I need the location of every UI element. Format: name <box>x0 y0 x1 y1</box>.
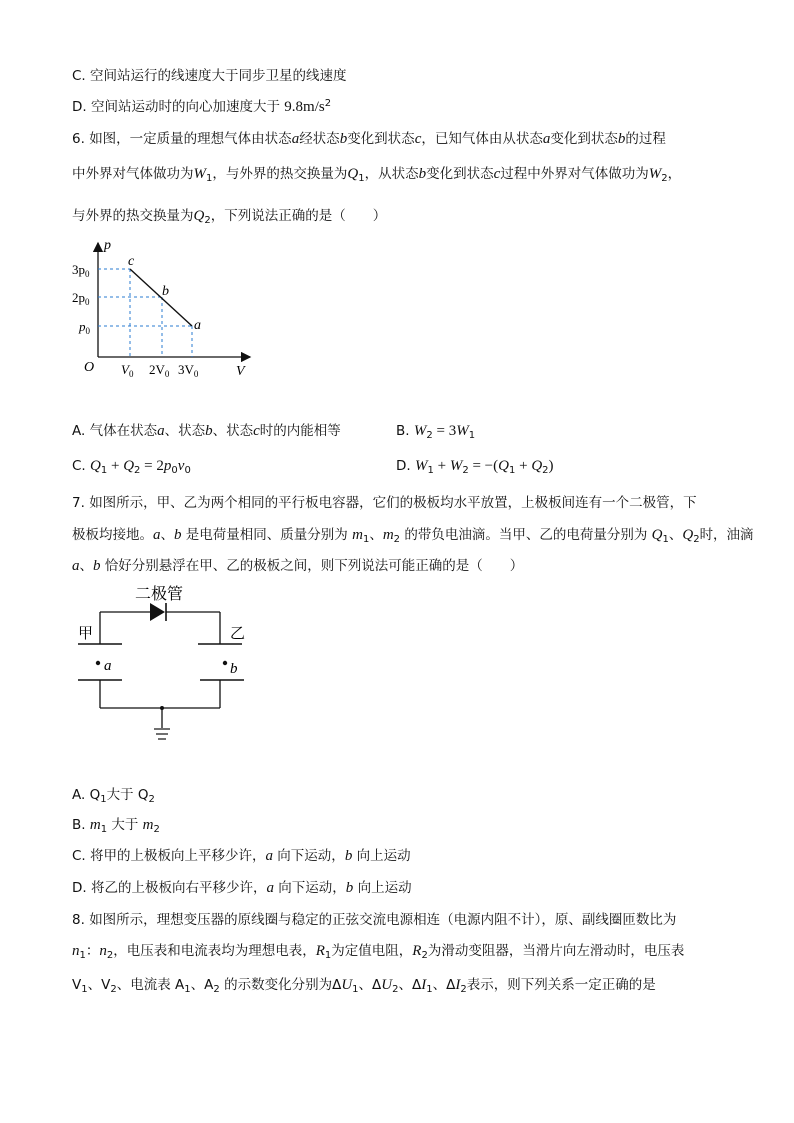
text-fragment: 2 <box>106 950 114 961</box>
q7-option-c <box>72 846 411 866</box>
text-fragment: B. <box>396 423 414 439</box>
text-fragment: c <box>253 423 260 439</box>
text-fragment: 向下运动， <box>273 848 345 864</box>
droplet-a-label: a <box>104 658 112 674</box>
text-fragment: v <box>177 458 185 474</box>
left-capacitor-label: 甲 <box>78 624 94 642</box>
text-fragment: C. 空间站运行的线速度大于同步卫星的线速度 <box>72 68 347 84</box>
capacitor-circuit <box>70 580 270 750</box>
text-fragment: 、 <box>369 527 383 543</box>
text-fragment: 1 <box>324 950 332 961</box>
text-fragment: b <box>339 131 348 147</box>
q8-stem-line-1 <box>72 910 676 930</box>
point-b-label: b <box>162 284 169 299</box>
text-fragment: 2 <box>392 984 399 995</box>
q6-stem-line-1 <box>72 129 666 149</box>
text-fragment: 为定值电阻， <box>331 943 413 959</box>
text-fragment: a <box>157 423 165 439</box>
text-fragment: 1 <box>508 465 516 476</box>
q8-stem-line-3 <box>72 975 656 995</box>
q6-option-a <box>72 421 341 441</box>
q5-option-d <box>72 97 331 117</box>
text-fragment: 1 <box>100 824 108 835</box>
y-tick-2p0: $2p_0$ <box>72 290 90 307</box>
y-axis-label: p <box>104 238 111 253</box>
text-fragment: 、A <box>190 977 214 993</box>
text-fragment: a <box>266 880 274 896</box>
text-fragment: W <box>449 458 463 474</box>
text-fragment: D. <box>396 458 415 474</box>
text-fragment: 1 <box>427 465 434 476</box>
q6-option-b <box>396 421 475 441</box>
text-fragment: c <box>493 166 501 182</box>
text-fragment: 与外界的热交换量为 <box>72 208 194 224</box>
text-fragment: Q <box>531 458 543 474</box>
text-fragment: C. 将甲的上极板向上平移少许， <box>72 848 266 864</box>
text-fragment: 、状态 <box>212 423 254 439</box>
diode-label: 二极管 <box>135 584 184 603</box>
text-fragment: a <box>265 848 274 864</box>
text-fragment: 、Δ <box>398 977 422 993</box>
text-fragment: b <box>344 848 353 864</box>
text-fragment: 变化到状态 <box>426 166 494 182</box>
text-fragment: Q <box>193 208 205 224</box>
text-fragment: 6. <box>72 131 85 147</box>
text-fragment: 时，油滴 <box>699 527 754 543</box>
text-fragment: W <box>648 166 662 182</box>
text-fragment: Q <box>90 458 101 474</box>
text-fragment: 2 <box>324 98 332 109</box>
q7-stem-line-1 <box>72 493 697 513</box>
text-fragment: 、状态 <box>164 423 206 439</box>
text-fragment: 、 <box>79 558 93 574</box>
y-tick-3p0: $3p_0$ <box>72 262 90 279</box>
text-fragment: 表示，则下列关系一定正确的是 <box>466 977 656 993</box>
text-fragment: = 2 <box>140 458 164 474</box>
text-fragment: 2 <box>460 984 467 995</box>
text-fragment: ) <box>548 458 554 474</box>
text-fragment: I <box>455 977 461 993</box>
text-fragment: I <box>421 977 427 993</box>
ground-icon <box>154 729 170 739</box>
text-fragment: m <box>89 817 101 833</box>
q6-stem-line-3 <box>72 206 386 226</box>
text-fragment: 向上运动 <box>353 880 412 896</box>
text-fragment: ，从状态 <box>364 166 419 182</box>
text-fragment: 时的内能相等 <box>259 423 341 439</box>
text-fragment: 1 <box>100 465 108 476</box>
text-fragment: + <box>515 458 532 474</box>
point-a-label: a <box>194 318 201 333</box>
text-fragment: W <box>414 458 428 474</box>
q7-stem-line-3 <box>72 556 523 576</box>
y-tick-p0: $p_0$ <box>79 319 90 336</box>
text-fragment: m <box>352 527 363 543</box>
text-fragment: ，与外界的热交换量为 <box>212 166 348 182</box>
x-tick-v0: $V_0$ <box>121 362 134 379</box>
text-fragment: 1 <box>206 173 213 184</box>
text-fragment: U <box>341 977 353 993</box>
text-fragment: 的带负电油滴。当甲、乙的电荷量分别为 <box>400 527 652 543</box>
origin-label: O <box>84 360 95 375</box>
text-fragment: b <box>418 166 427 182</box>
text-fragment: 大于 <box>107 817 143 833</box>
text-fragment: C. <box>72 458 91 474</box>
right-capacitor-label: 乙 <box>230 624 246 642</box>
text-fragment: m <box>382 527 394 543</box>
text-fragment: Q <box>347 166 359 182</box>
text-fragment: = −( <box>468 458 499 474</box>
text-fragment: 、 <box>668 527 683 543</box>
text-fragment: V <box>72 977 82 993</box>
text-fragment: Q <box>682 527 694 543</box>
text-fragment: 2 <box>462 465 469 476</box>
text-fragment: 1 <box>468 430 476 441</box>
text-fragment: 变化到状态 <box>550 131 618 147</box>
text-fragment: n <box>99 943 107 959</box>
text-fragment: A. Q <box>72 787 101 803</box>
q5-option-c <box>72 66 347 86</box>
droplet-b-label: b <box>230 661 238 677</box>
text-fragment: 向上运动 <box>352 848 411 864</box>
text-fragment: 2 <box>661 173 668 184</box>
point-c-label: c <box>128 254 135 269</box>
text-fragment: 2 <box>204 215 211 226</box>
text-fragment: ，已知气体由从状态 <box>421 131 543 147</box>
text-fragment: R <box>315 943 325 959</box>
text-fragment: W <box>193 166 206 182</box>
q7-stem-line-2 <box>72 525 754 545</box>
text-fragment: a <box>72 558 80 574</box>
text-fragment: 2 <box>421 950 428 961</box>
text-fragment: ，电压表和电流表均为理想电表， <box>113 943 316 959</box>
text-fragment: W <box>456 423 469 439</box>
text-fragment: 大于 Q <box>106 787 149 803</box>
text-fragment: 1 <box>81 984 88 995</box>
text-fragment: D. 空间站运动时的向心加速度大于 <box>72 99 280 115</box>
text-fragment: B. <box>72 817 90 833</box>
text-fragment: 2 <box>153 824 160 835</box>
text-fragment: 1 <box>662 534 669 545</box>
text-fragment: b <box>93 558 101 574</box>
text-fragment: 如图所示，甲、乙为两个相同的平行板电容器，它们的极板均水平放置，上极板间连有一个二极管，下 <box>89 495 697 511</box>
text-fragment: 、Δ <box>358 977 382 993</box>
text-fragment: 1 <box>358 173 365 184</box>
text-fragment: ： <box>85 943 100 959</box>
text-fragment: A. 气体在状态 <box>72 423 158 439</box>
q8-stem-line-2 <box>72 941 684 961</box>
text-fragment: 的示数变化分别为Δ <box>219 977 342 993</box>
text-fragment: 恰好分别悬浮在甲、乙的极板之间，则下列说法可能正确的是（ ） <box>100 558 524 574</box>
text-fragment: Q <box>123 458 135 474</box>
text-fragment: b <box>617 131 626 147</box>
text-fragment: b <box>174 527 182 543</box>
text-fragment: n <box>72 943 80 959</box>
text-fragment: 、电流表 A <box>116 977 185 993</box>
text-fragment: 中外界对气体做功为 <box>72 166 194 182</box>
text-fragment: 的过程 <box>625 131 666 147</box>
text-fragment: 过程中外界对气体做功为 <box>500 166 649 182</box>
text-fragment: W <box>413 423 427 439</box>
text-fragment: a <box>542 131 551 147</box>
text-fragment: 0 <box>184 465 191 476</box>
text-fragment: U <box>381 977 393 993</box>
text-fragment: 是电荷量相同、质量分别为 <box>181 527 353 543</box>
text-fragment: 2 <box>426 430 433 441</box>
text-fragment: 0 <box>171 465 178 476</box>
text-fragment: 1 <box>426 984 433 995</box>
text-fragment: 如图所示，理想变压器的原线圈与稳定的正弦交流电源相连（电源内阻不计），原、副线圈匝数比为 <box>89 912 677 928</box>
text-fragment: b <box>345 880 354 896</box>
text-fragment: 2 <box>134 465 141 476</box>
text-fragment: 1 <box>352 984 359 995</box>
q6-option-d <box>396 456 554 476</box>
text-fragment: 、V <box>87 977 111 993</box>
text-fragment: 9.8m/s <box>284 99 325 115</box>
text-fragment: a <box>153 527 161 543</box>
text-fragment: a <box>291 131 300 147</box>
text-fragment: 1 <box>362 534 370 545</box>
text-fragment: 7. <box>72 495 85 511</box>
x-tick-2v0: $2V_0$ <box>149 362 170 379</box>
q6-stem-line-2 <box>72 164 681 184</box>
text-fragment: + <box>433 458 450 474</box>
text-fragment: c <box>414 131 422 147</box>
q7-option-d <box>72 878 412 898</box>
text-fragment: 、Δ <box>432 977 456 993</box>
q6-option-c <box>72 456 191 476</box>
text-fragment: D. 将乙的上极板向右平移少许， <box>72 880 267 896</box>
x-axis-label: V <box>236 364 245 379</box>
text-fragment: 2 <box>393 534 401 545</box>
text-fragment: 为滑动变阻器，当滑片向左滑动时，电压表 <box>427 943 685 959</box>
text-fragment: 2 <box>693 534 700 545</box>
droplet-b <box>223 661 227 665</box>
q7-option-a <box>72 785 155 805</box>
text-fragment: Q <box>498 458 509 474</box>
process-line <box>130 269 192 326</box>
text-fragment: 1 <box>100 794 107 805</box>
text-fragment: b <box>205 423 213 439</box>
droplet-a <box>96 661 100 665</box>
text-fragment: R <box>412 943 422 959</box>
text-fragment: 如图，一定质量的理想气体由状态 <box>89 131 292 147</box>
text-fragment: 经状态 <box>299 131 340 147</box>
text-fragment: p <box>163 458 172 474</box>
x-tick-3v0: $3V_0$ <box>178 362 199 379</box>
text-fragment: 极板均接地。 <box>72 527 153 543</box>
text-fragment: 2 <box>542 465 549 476</box>
q7-option-b <box>72 815 160 835</box>
text-fragment: 向下运动， <box>273 880 346 896</box>
text-fragment: 2 <box>110 984 117 995</box>
text-fragment: 8. <box>72 912 85 928</box>
diode-icon <box>150 603 165 621</box>
text-fragment: 1 <box>79 950 86 961</box>
text-fragment: 变化到状态 <box>347 131 415 147</box>
text-fragment: 2 <box>213 984 220 995</box>
text-fragment: ， <box>667 166 682 182</box>
text-fragment: = 3 <box>432 423 457 439</box>
pv-graph <box>70 235 270 385</box>
text-fragment: 2 <box>148 794 155 805</box>
text-fragment: m <box>142 817 154 833</box>
text-fragment: Q <box>651 527 663 543</box>
text-fragment: + <box>107 458 124 474</box>
text-fragment: 、 <box>160 527 174 543</box>
text-fragment: ，下列说法正确的是（ ） <box>210 208 387 224</box>
text-fragment: 1 <box>184 984 191 995</box>
